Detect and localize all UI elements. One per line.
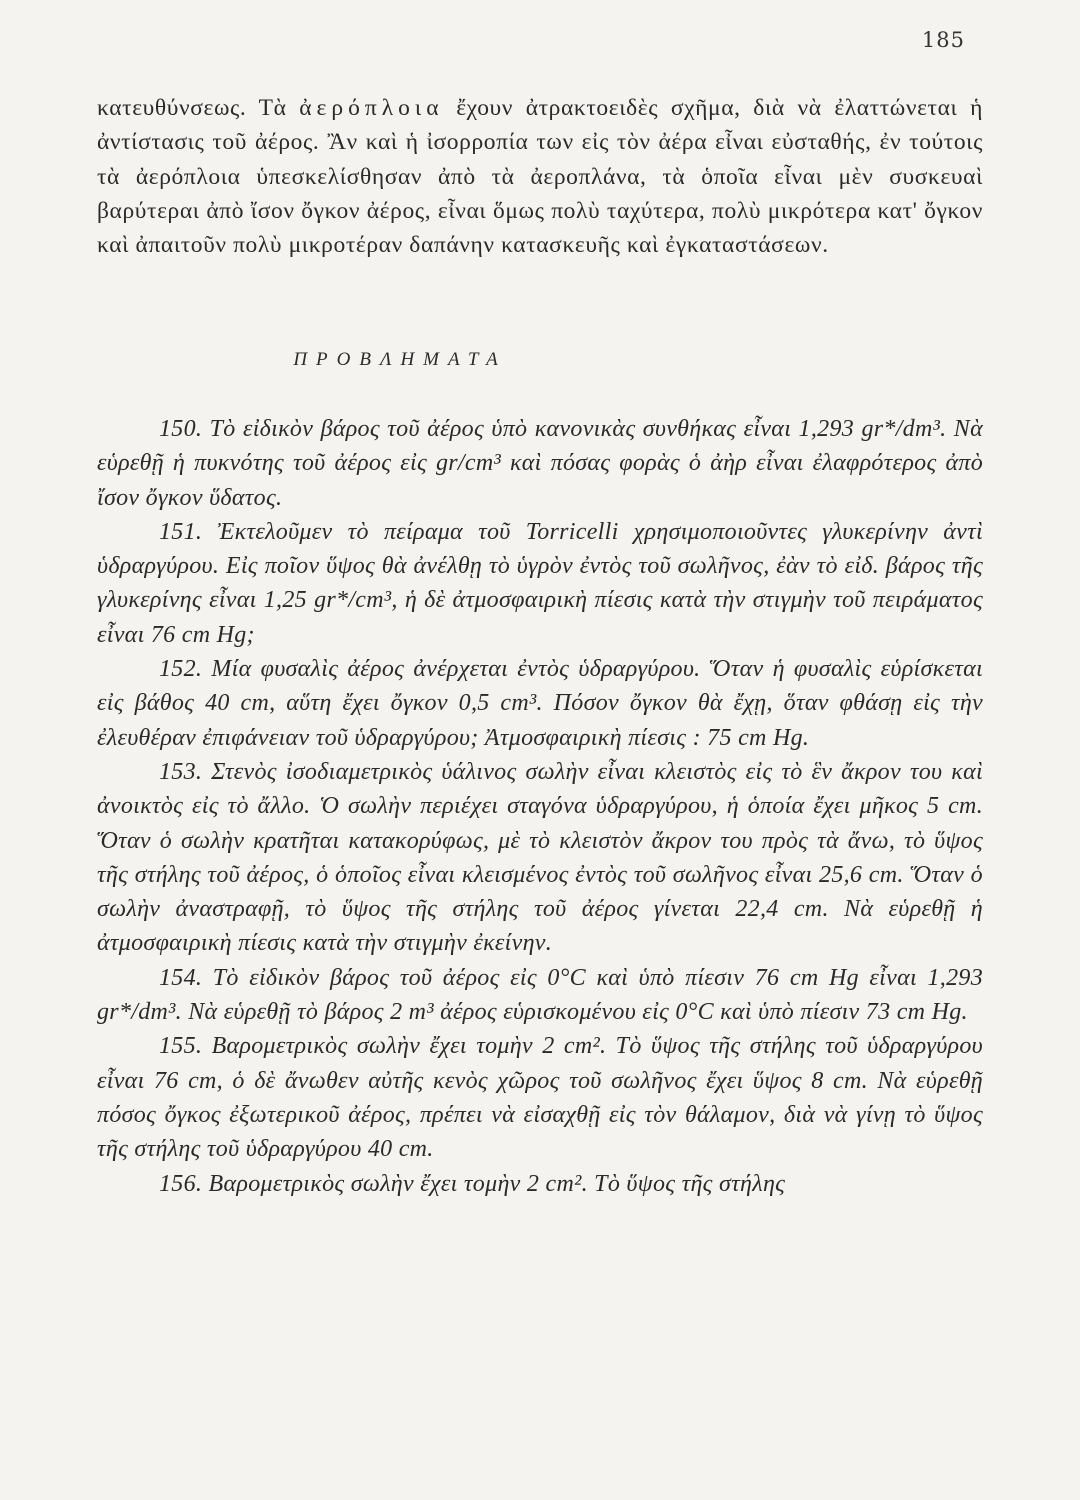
problem-number: 154. <box>159 964 203 991</box>
intro-part3: ἔχουν ἀτρακτοειδὲς σχῆμα, διὰ νὰ ἐλαττώνεται ἡ ἀντίστασις τοῦ ἀέρος. Ἂν καὶ ἡ ἰσορροπία των εἰς τὸν ἀέρα εἶναι εὐσταθής, ἐν τούτοις τὰ ἀερόπλοια ὑπεσκελίσθησαν ἀπὸ τὰ ἀεροπλάνα, τὰ ὁποῖα εἶναι μὲν συσκευαὶ βαρύτεραι ἀπὸ ἴσον ὄγκον ἀέρος, εἶναι ὅμως πολὺ ταχύτερα, πολὺ μικρότερα κατ' ὄγκον καὶ ἀπαιτοῦν πολὺ μικροτέραν δαπάνην κατασκευῆς καὶ ἐγκαταστάσεων. <box>97 95 983 259</box>
problem-154 <box>97 961 983 1030</box>
section-heading: ΠΡΟΒΛΗΜΑΤΑ <box>293 349 507 370</box>
problem-number: 150. <box>159 416 203 442</box>
intro-emphasis: ἀερόπλοια <box>299 95 444 121</box>
intro-text <box>97 91 983 262</box>
problem-text: Ἐκτελοῦμεν τὸ πείραμα τοῦ Torricelli χρησιμοποιοῦντες γλυκερίνην ἀντὶ ὑδραργύρου. Εἰς ποῖον ὕψος θὰ ἀνέλθῃ τὸ ὑγρὸν ἐντὸς τοῦ σωλῆνος, ἐὰν τὸ εἰδ. βάρος τῆς γλυκερίνης εἶναι 1,25 gr*/cm³, ἡ δὲ ἀτμοσφαιρικὴ πίεσις κατὰ τὴν στιγμὴν τοῦ πειράματος εἶναι 76 cm Hg; <box>97 518 983 648</box>
problem-text: Μία φυσαλὶς ἀέρος ἀνέρχεται ἐντὸς ὑδραργύρου. Ὅταν ἡ φυσαλὶς εὑρίσκεται εἰς βάθος 40 cm, αὕτη ἔχει ὄγκον 0,5 cm³. Πόσον ὄγκον θὰ ἔχῃ, ὅταν φθάσῃ εἰς τὴν ἐλευθέραν ἐπιφάνειαν τοῦ ὑδραργύρου; Ἀτμοσφαιρικὴ πίεσις : 75 cm Hg. <box>97 656 983 751</box>
intro-part1: κατευθύνσεως. Τὰ <box>97 95 300 121</box>
problem-text: Τὸ εἰδικὸν βάρος τοῦ ἀέρος ὑπὸ κανονικὰς συνθήκας εἶναι 1,293 gr*/dm³. Νὰ εὑρεθῇ ἡ πυκνότης τοῦ ἀέρος εἰς gr/cm³ καὶ πόσας φορὰς ὁ ἀὴρ εἶναι ἐλαφρότερος ἀπὸ ἴσον ὄγκον ὕδατος. <box>97 416 983 511</box>
problem-155 <box>97 1029 983 1166</box>
problem-151 <box>97 515 983 652</box>
problem-156 <box>97 1167 983 1201</box>
intro-paragraph <box>97 91 983 262</box>
problem-number: 153. <box>159 758 203 785</box>
problem-150 <box>97 412 983 515</box>
page-number: 185 <box>921 28 965 52</box>
problem-153 <box>97 755 983 961</box>
problem-number: 155. <box>159 1033 203 1060</box>
problems-list <box>97 412 983 1201</box>
problem-text: Τὸ εἰδικὸν βάρος τοῦ ἀέρος εἰς 0°C καὶ ὑπὸ πίεσιν 76 cm Hg εἶναι 1,293 gr*/dm³. Νὰ εὑρεθῇ τὸ βάρος 2 m³ ἀέρος εὑρισκομένου εἰς 0°C καὶ ὑπὸ πίεσιν 73 cm Hg. <box>97 964 983 1026</box>
problem-text: Στενὸς ἰσοδιαμετρικὸς ὑάλινος σωλὴν εἶναι κλειστὸς εἰς τὸ ἓν ἄκρον του καὶ ἀνοικτὸς εἰς τὸ ἄλλο. Ὁ σωλὴν περιέχει σταγόνα ὑδραργύρου, ἡ ὁποία ἔχει μῆκος 5 cm. Ὅταν ὁ σωλὴν κρατῆται κατακορύφως, μὲ τὸ κλειστὸν ἄκρον του πρὸς τὰ ἄνω, τὸ ὕψος τῆς στήλης τοῦ ἀέρος, ὁ ὁποῖος εἶναι κλεισμένος ἐντὸς τοῦ σωλῆνος εἶναι 25,6 cm. Ὅταν ὁ σωλὴν ἀναστραφῇ, τὸ ὕψος τῆς στήλης τοῦ ἀέρος γίνεται 22,4 cm. Νὰ εὑρεθῇ ἡ ἀτμοσφαιρικὴ πίεσις κατὰ τὴν στιγμὴν ἐκείνην. <box>97 758 983 957</box>
problem-text: Βαρομετρικὸς σωλὴν ἔχει τομὴν 2 cm². Τὸ ὕψος τῆς στήλης τοῦ ὑδραργύρου εἶναι 76 cm, ὁ δὲ ἄνωθεν αὐτῆς κενὸς χῶρος τοῦ σωλῆνος ἔχει ὕψος 8 cm. Νὰ εὑρεθῇ πόσος ὄγκος ἐξωτερικοῦ ἀέρος, πρέπει νὰ εἰσαχθῇ εἰς τὸν θάλαμον, διὰ νὰ γίνῃ τὸ ὕψος τῆς στήλης τοῦ ὑδραργύρου 40 cm. <box>97 1033 983 1163</box>
problem-number: 151. <box>159 518 203 545</box>
problem-152 <box>97 652 983 755</box>
problem-number: 152. <box>159 656 203 683</box>
problem-number: 156. <box>159 1170 203 1197</box>
problem-text: Βαρομετρικὸς σωλὴν ἔχει τομὴν 2 cm². Τὸ ὕψος τῆς στήλης <box>208 1170 786 1197</box>
